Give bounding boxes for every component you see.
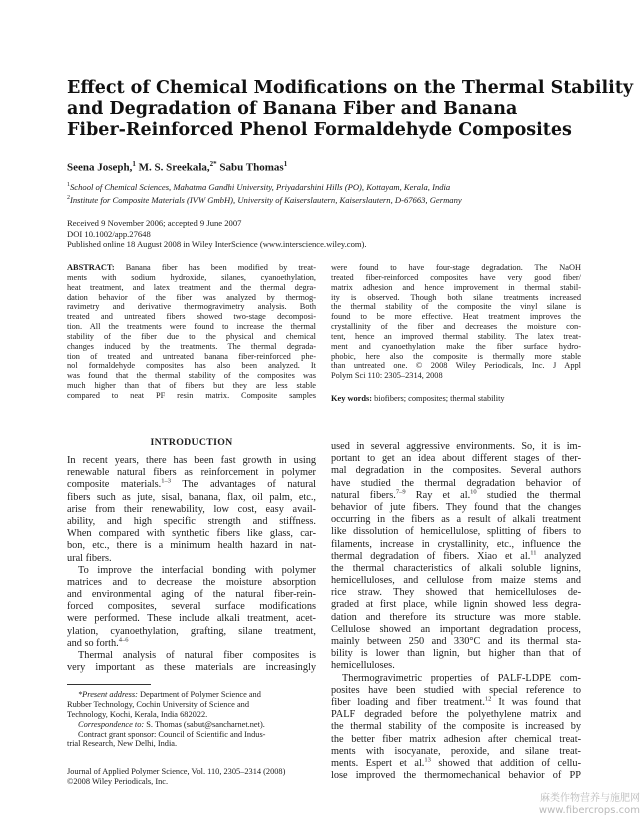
- body-line: fiber loading and fiber treatment.$^{12}$ It was found that: [331, 695, 581, 708]
- author-name: M. S. Sreekala,: [138, 161, 210, 174]
- abstract-line: tion of treated and untreated banana fiber-reinforced phe-: [67, 351, 316, 361]
- citation: 7–9: [395, 488, 406, 496]
- abstract-line: crystallinity of the fiber and decreases the moisture con-: [331, 322, 581, 332]
- title-line: Fiber-Reinforced Phenol Formaldehyde Composites: [67, 120, 572, 140]
- body-line: very important as these materials are increasingly: [67, 662, 316, 674]
- footnote-line: Correspondence to: S. Thomas (sabut@sancharnet.net).: [78, 719, 265, 729]
- abstract-line: than untreated one. © 2008 Wiley Periodicals, Inc. J Appl: [331, 361, 581, 371]
- abstract-line: compared to neat PF resin matrix. Composite samples: [67, 390, 316, 400]
- abstract-line: was found that the thermal stability of the composites was: [67, 371, 316, 381]
- journal-line: Journal of Applied Polymer Science, Vol. 110, 2305–2314 (2008): [67, 767, 286, 776]
- abstract-line: ravimetry and derivative thermogravimetry analysis. Both: [67, 302, 316, 312]
- body-line: behavior of jute fibers. They found that the changes: [331, 501, 581, 513]
- body-line: hemicelluloses, and cellulose from maize stems and: [331, 575, 581, 587]
- abstract-line: tent, hence an improved thermal stability. The latex treat-: [331, 331, 581, 341]
- abstract-line: stability of the fiber due to the physical and chemical: [67, 331, 316, 341]
- published-online: Published online 18 August 2008 in Wiley InterScience (www.interscience.wiley.com).: [67, 239, 367, 249]
- received-date: Received 9 November 2006; accepted 9 June 2007: [67, 218, 242, 228]
- body-line: mainly between 250 and 330°C and its thermal sta-: [331, 636, 581, 647]
- body-line: Thermal analysis of natural fiber composites is: [78, 650, 316, 661]
- copyright-line: ©2008 Wiley Periodicals, Inc.: [67, 777, 169, 786]
- footnote-line: *Present address: Department of Polymer Science and: [78, 690, 261, 699]
- body-line: like dissolution of hemicellulose, splitting of fibers to: [331, 526, 581, 538]
- body-line: mal degradation in the composites. Several authors: [331, 465, 581, 477]
- body-line: composite materials.$^{1-3}$ The advantages of natural: [67, 477, 316, 491]
- body-line: posites have been studied with special reference to: [331, 684, 581, 696]
- body-line: the better fiber matrix adhesion after chemical treat-: [331, 733, 581, 745]
- body-line: dation and therefore its structure was more stable.: [331, 611, 581, 623]
- author-affil-mark: 1: [132, 160, 136, 168]
- body-line: portant to get an idea about different stages of ther-: [331, 453, 581, 465]
- paper-title: [67, 78, 634, 141]
- body-line: ability, and high specific strength and stiffness.: [67, 515, 316, 527]
- abstract-left-column: [67, 263, 316, 401]
- body-line: the thermal characteristics of alkali soluble lignins,: [331, 562, 581, 574]
- abstract-line: changes induced by the treatments. The thermal degrada-: [67, 341, 316, 351]
- citation: 12: [484, 695, 492, 703]
- body-line: occurring in the fibers as a result of alkali treatment: [331, 514, 581, 526]
- title-line: Effect of Chemical Modifications on the Thermal Stability: [67, 78, 634, 98]
- footnotes: [67, 690, 316, 749]
- footnote-line: Technology, Kochi, Kerala, India 682022.: [67, 709, 208, 719]
- body-line: bility is lower than lignin, but higher than that of: [331, 648, 581, 660]
- body-line: Thermogravimetric properties of PALF-LDPE com-: [342, 672, 581, 684]
- citation: 1–3: [161, 477, 171, 485]
- abstract-line: treated and untreated fibers showed two-stage decomposi-: [67, 312, 316, 322]
- footnote-line: Rubber Technology, Cochin University of Science and: [67, 699, 250, 709]
- keywords: [331, 394, 505, 403]
- body-line: were performed. These include alkali treatment, acet-: [67, 613, 316, 625]
- abstract-line: were found to have four-stage degradation. The NaOH: [331, 263, 581, 272]
- abstract-line: heat treatment, and latex treatment and the thermal degra-: [67, 282, 316, 292]
- present-address-label: *Present address:: [78, 690, 138, 699]
- body-line: arise from their renewability, low cost, easy avail-: [67, 503, 316, 515]
- publication-meta: [67, 218, 367, 250]
- body-line: When compared with synthetic fibers like glass, car-: [67, 528, 316, 540]
- doi: DOI 10.1002/app.27648: [67, 228, 151, 239]
- citation: 4–6: [118, 636, 129, 644]
- abstract-right-column: [331, 263, 581, 381]
- abstract-line: treated fiber-reinforced composites have very good fiber/: [331, 272, 581, 282]
- body-line: hemicelluloses.: [331, 660, 395, 672]
- body-line: forced composites, several surface modifications: [67, 601, 316, 613]
- author-affil-mark: 1: [283, 160, 288, 168]
- affiliation: $^1$School of Chemical Sciences, Mahatma Gandhi University, Priyadarshini Hills (PO), Kottayam, Kerala, India: [67, 181, 451, 192]
- watermark-line: www.fibercrops.com: [538, 805, 640, 816]
- author-name: Seena Joseph,: [67, 161, 133, 174]
- body-line: ments. Espert et al.$^{13}$ showed that addition of cellu-: [331, 756, 581, 769]
- watermark: [500, 793, 640, 817]
- abstract-line: nol formaldehyde composites has also been analyzed. It: [67, 361, 316, 371]
- body-line: fibers such as jute, sisal, banana, flax, oil palm, etc.,: [67, 491, 316, 503]
- body-line: the thermal stability of the composite is increased by: [331, 721, 581, 733]
- body-line: ylation, cyanoethylation, grafting, silane treatment,: [67, 625, 316, 637]
- author-affil-mark: 2*: [209, 160, 217, 168]
- abstract-line: phobic, here also the composite is thermally more stable: [331, 351, 581, 361]
- affiliation: $^2$Institute for Composite Materials (IVW GmbH), University of Kaiserslautern, Kaiserslautern, D-67663, Germany: [67, 194, 462, 205]
- keywords-label: Key words:: [331, 394, 373, 403]
- abstract-line: much higher than that of fibers but they are less stable: [67, 381, 316, 391]
- abstract-line: found to be more effective. Heat treatment improves the: [331, 312, 581, 322]
- body-line: filaments, increase in crystallinity, etc., influence the: [331, 538, 581, 550]
- citation: 13: [424, 756, 431, 764]
- footnote-rule: [67, 684, 151, 685]
- title-line: and Degradation of Banana Fiber and Banana: [67, 99, 518, 119]
- body-line: matrices and to decrease the moisture absorption: [67, 576, 316, 588]
- body-line: and so forth.$^{4-6}$: [67, 636, 129, 649]
- affiliations: [67, 180, 462, 206]
- abstract-line: tion. All the treatments were found to increase the thermal: [67, 322, 316, 332]
- footnote-line: Contract grant sponsor: Council of Scientific and Indus-: [78, 729, 266, 739]
- body-line: PALF degraded before the polyethylene matrix and: [331, 709, 581, 721]
- abstract-line: Polym Sci 110: 2305–2314, 2008: [331, 371, 443, 381]
- body-line: have studied the thermal degradation behavior of: [331, 477, 581, 489]
- body-line: lose improved the thermomechanical behavior of PP: [331, 770, 581, 782]
- body-line: To improve the interfacial bonding with polymer: [78, 564, 316, 576]
- body-line: and environmental aging of the natural fiber-rein-: [67, 589, 316, 601]
- body-line: renewable natural fibers as reinforcement in polymer: [67, 467, 316, 479]
- body-right-column: [331, 441, 581, 782]
- abstract-line: ABSTRACT: Banana fiber has been modified by treat-: [67, 263, 316, 272]
- body-line: graded at first place, while lignin showed less degra-: [331, 599, 581, 611]
- body-line: ments with isocyanate, peroxide, and silane treat-: [331, 745, 581, 757]
- body-line: natural fibers.$^{7-9}$ Ray et al.$^{10}$ studied the thermal: [331, 488, 582, 501]
- abstract-label: ABSTRACT:: [67, 263, 115, 272]
- abstract-line: the thermal stability of the composite the vinyl silane is: [331, 302, 581, 312]
- journal-citation: [67, 767, 285, 787]
- keywords-text: biofibers; composites; thermal stability: [372, 394, 505, 403]
- body-line: used in several aggressive environments. So, it is im-: [331, 441, 581, 452]
- body-line: Cellulose showed an important degradation process,: [331, 623, 581, 635]
- section-heading-introduction: INTRODUCTION: [150, 437, 233, 448]
- abstract-line: matrix adhesion and hence improvement in thermal stabil-: [331, 282, 581, 292]
- author-list: [67, 160, 287, 174]
- citation: 11: [530, 549, 537, 557]
- body-line: thermal degradation of fibers. Xiao et al.$^{11}$ analyzed: [331, 549, 581, 562]
- abstract-line: ment and cyanoethylation make the fiber surface hydro-: [331, 341, 581, 351]
- abstract-line: ments with sodium hydroxide, silanes, cyanoethylation,: [67, 272, 316, 282]
- abstract-line: dation behavior of the fiber was analyzed by thermog-: [67, 292, 316, 302]
- footnote-line: trial Research, New Delhi, India.: [67, 739, 178, 749]
- citation: 10: [470, 488, 477, 496]
- abstract-line: ity is observed. Though both silane treatments increased: [331, 292, 581, 302]
- body-line: bon, etc., there is a minimum health hazard in nat-: [67, 540, 316, 552]
- correspondence-label: Correspondence to:: [78, 719, 145, 729]
- body-line: In recent years, there has been fast growth in using: [67, 455, 316, 466]
- body-left-column: [67, 455, 316, 674]
- body-line: ural fibers.: [67, 552, 112, 564]
- watermark-line: 麻类作物营养与施肥网: [540, 793, 640, 804]
- author-name: Sabu Thomas: [219, 161, 284, 174]
- body-line: rice straw. They showed that hemicelluloses de-: [331, 587, 581, 599]
